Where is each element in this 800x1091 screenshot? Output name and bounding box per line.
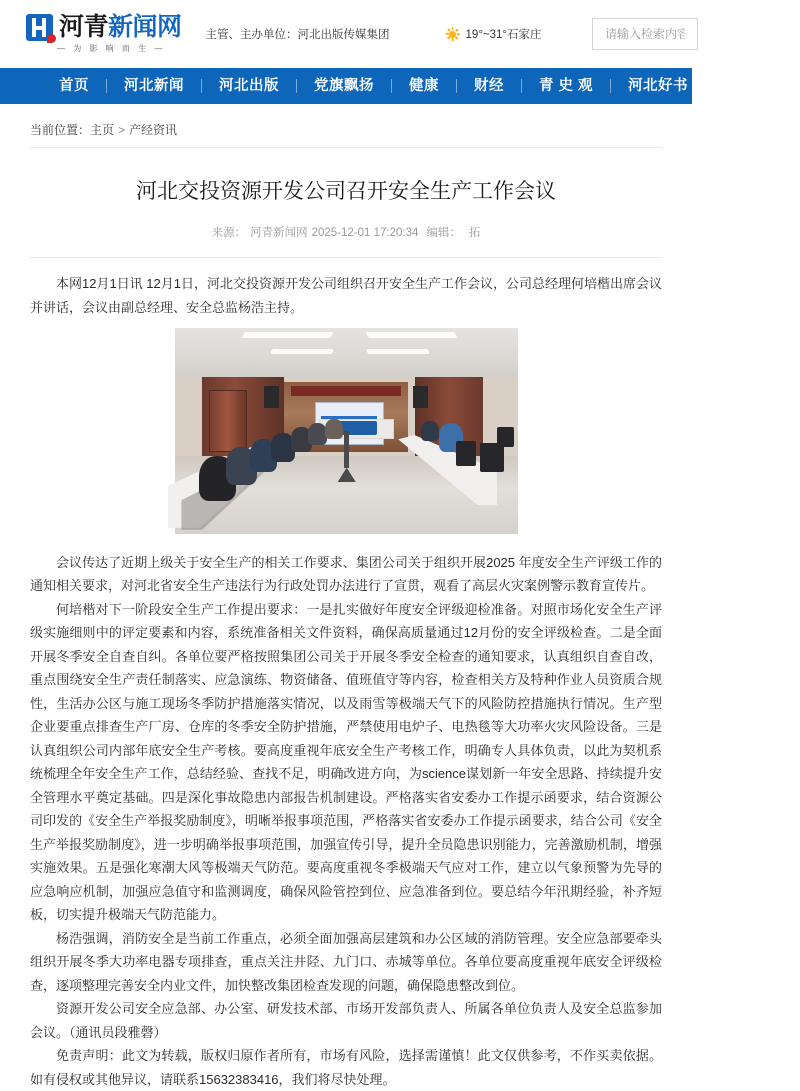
site-logo[interactable] (26, 14, 182, 54)
source-label: 来源： (211, 227, 247, 239)
paragraph-2: 会议传达了近期上级关于安全生产的相关工作要求、集团公司关于组织开展2025 年度安全生产评级工作的通知相关要求，对河北省安全生产违法行为行政处罚办法进行了宣贯，观看了高层火灾案例警示教育宣传片。 (30, 554, 662, 593)
editor-label: 编辑： (426, 227, 461, 239)
meta-divider (30, 257, 662, 258)
search-input[interactable] (603, 26, 687, 42)
breadcrumb-divider (30, 147, 662, 148)
nav-item-hebei-news[interactable]: 河北新闻 (124, 78, 184, 94)
weather-text: 19°~31°石家庄 (465, 29, 542, 41)
nav-item-party-flag[interactable]: 党旗飘扬 (314, 78, 374, 94)
source-link[interactable]: 河青新闻网 (250, 227, 308, 239)
nav-item-hebei-publishing[interactable]: 河北出版 (219, 78, 279, 94)
sponsor-line: 主管、主办单位：河北出版传媒集团 (205, 29, 390, 41)
article (0, 175, 692, 1091)
nav-item-finance[interactable]: 财经 (474, 78, 504, 94)
logo-text-dark: 河青 (59, 13, 109, 41)
search-box[interactable] (592, 18, 698, 50)
paragraph-1: 本网12月1日讯 12月1日，河北交投资源开发公司组织召开安全生产工作会议，公司总经理何培楷出席会议并讲话，会议由副总经理、安全总监杨浩主持。 (30, 276, 662, 315)
breadcrumb-separator: > (118, 123, 126, 137)
site-header (0, 0, 692, 68)
breadcrumb-current[interactable]: 产经资讯 (129, 123, 178, 137)
article-body (30, 272, 662, 1091)
logo-slogan: — 为 影 响 而 生 — (57, 44, 166, 53)
breadcrumb-prefix: 当前位置： (30, 123, 91, 137)
nav-item-hebei-good-books[interactable]: 河北好书 (628, 78, 689, 94)
article-figure (30, 328, 662, 542)
paragraph-4: 杨浩强调，消防安全是当前工作重点，必须全面加强高层建筑和办公区域的消防管理。安全应急部要牵头组织开展冬季大功率电器专项排查，重点关注井陉、九门口、赤城等单位。各单位要高度重视年底安全评级检查，逐项整理完善安全内业文件，加快整改集团检查发现的问题，确保隐患整改到位。 (30, 930, 662, 993)
editor-name: 拓 (468, 227, 481, 239)
publish-datetime: 2025-12-01 17:20:34 (311, 227, 419, 239)
breadcrumb (0, 104, 692, 147)
article-meta (30, 224, 662, 257)
breadcrumb-home-link[interactable]: 主页 (90, 123, 115, 137)
page-title: 河北交投资源开发公司召开安全生产工作会议 (136, 179, 556, 203)
logo-wordmark (59, 14, 182, 41)
logo-text-blue: 新闻网 (108, 13, 182, 41)
nav-item-health[interactable]: 健康 (409, 78, 439, 94)
nav-item-history-view[interactable]: 青 史 观 (539, 78, 594, 94)
paragraph-5: 资源开发公司安全应急部、办公室、研发技术部、市场开发部负责人、所属各单位负责人及安全总监参加会议。（通讯员段雅磬） (30, 1001, 662, 1040)
paragraph-3: 何培楷对下一阶段安全生产工作提出要求：一是扎实做好年度安全评级迎检准备。对照市场化安全生产评级实施细则中的评定要素和内容，系统准备相关文件资料，确保高质量通过12月份的安全评级检查。二是全面开展冬季安全自查自纠。各单位要严格按照集团公司关于开展冬季安全检查的通知要求，认真组织自查自改，重点围绕安全生产责任制落实、应急演练、物资储备、值班值守等内容，检查相关方及特种作业人员资质合规性，生活办公区与施工现场冬季防护措施落实情况，以及雨雪等极端天气下的风险防控措施执行情况。生产型企业要重点排查生产厂房、仓库的冬季安全防护措施，严禁使用电炉子、电热毯等大功率火灾风险设备。三是认真组织公司内部年底安全生产考核。要高度重视年底安全生产考核工作，明确专人具体负责，以此为契机系统梳理全年安全生产工作，总结经验、查找不足，明确改进方向，为science谋划新一年安全思路、持续提升安全管理水平奠定基础。四是深化事故隐患内部报告机制建设。严格落实省安委办工作提示函要求，结合资源公司印发的《安全生产举报奖励制度》，明晰举报事项范围，严格落实省安委办工作提示函要求，结合公司《安全生产举报奖励制度》，进一步明确举报事项范围，加强宣传引导，提升全员隐患识别能力，完善激励机制，增强实施效果。五是强化寒潮大风等极端天气防范。要高度重视冬季极端天气应对工作，建立以气象预警为先导的应急响应机制，加强应急值守和监测调度，确保风险管控到位、应急准备到位。要总结今年汛期经验，补齐短板，切实提升极端天气防范能力。 (30, 601, 662, 922)
weather-widget (446, 26, 542, 42)
disclaimer: 免责声明：此文为转载，版权归原作者所有，市场有风险，选择需谨慎！此文仅供参考，不作买卖依据。如有侵权或其他异议，请联系15632383416，我们将尽快处理。 (30, 1048, 662, 1087)
nav-item-home[interactable]: 首页 (59, 78, 89, 94)
logo-mark-icon (26, 14, 53, 41)
main-nav (0, 68, 784, 104)
logo-top-row (26, 14, 182, 41)
sun-icon (446, 27, 460, 41)
meeting-room-photo (175, 328, 518, 534)
nav-item-rumor-refutation[interactable]: 全民辟谣 (723, 78, 784, 94)
